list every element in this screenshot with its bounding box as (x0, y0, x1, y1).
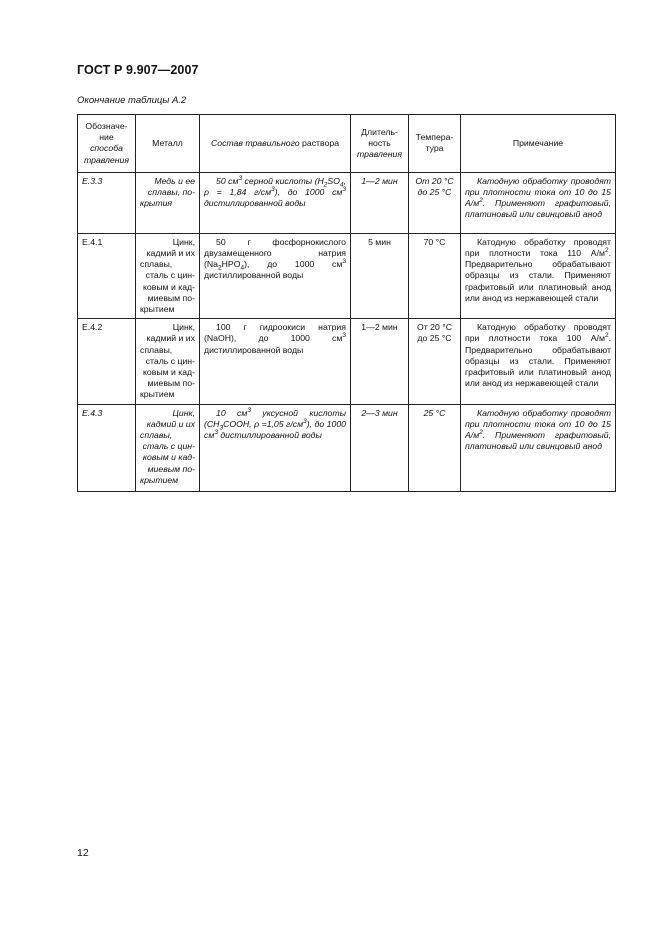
temperature-line: 25 °С (423, 407, 446, 418)
row-composition (200, 233, 351, 318)
composition-text: 100 г гидроокиси натрия (NaOH), до 1000 см (204, 322, 346, 344)
metal-line: сплавы, по- (147, 187, 195, 198)
note-text: . Предварительно обрабатывают образцы из стали. Применяют графитовый или платиновый анод или анод из нержавеющей стали (465, 248, 611, 303)
row-note (461, 319, 616, 404)
row-composition (200, 404, 351, 491)
header-duration-line: ность (368, 137, 391, 148)
row-metal (136, 404, 200, 491)
superscript: 3 (303, 417, 307, 425)
subscript: 2 (218, 264, 222, 272)
row-temperature (409, 319, 461, 404)
metal-line: кадмий и их (146, 333, 195, 344)
metal-line: миевым по- (147, 463, 195, 474)
metal-line: сталь с цин- (145, 270, 195, 281)
temperature-line: до 25 °С (417, 333, 452, 344)
superscript: 3 (271, 186, 275, 194)
header-designation-line: ние (99, 132, 114, 143)
composition-text: ), до 1000 см (274, 187, 343, 198)
row-composition (200, 172, 351, 233)
metal-line: крытия (140, 198, 173, 209)
header-temperature-line: Темпера- (415, 132, 454, 143)
header-temperature-line: тура (425, 143, 444, 154)
table-header-row (78, 115, 616, 173)
superscript: 3 (342, 186, 347, 194)
temperature-line: 70 °С (423, 236, 446, 247)
metal-line: сплавы, (140, 344, 173, 355)
row-metal (136, 319, 200, 404)
metal-line: миевым по- (147, 378, 195, 389)
header-metal (136, 115, 200, 173)
metal-line: сталь с цин- (142, 441, 195, 452)
table-row (78, 319, 616, 404)
etching-methods-table (77, 114, 616, 492)
superscript: 3 (214, 429, 218, 437)
superscript: 2 (604, 332, 609, 340)
metal-line: крытием (140, 389, 175, 400)
table-row (78, 172, 616, 233)
row-code: Е.4.1 (78, 233, 136, 318)
row-temperature (409, 172, 461, 233)
note-text: Катодную обработку проводят при плотности тока от 10 до 15 А/м (465, 175, 611, 209)
row-duration: 1—2 мин (351, 172, 409, 233)
subscript: 4 (339, 181, 344, 189)
composition-text: дистиллированной воды (204, 344, 304, 355)
composition-text: уксусной кислоты (CH (204, 407, 346, 429)
row-code: Е.3.3 (78, 172, 136, 233)
header-metal-label: Металл (152, 137, 183, 148)
note-text: Катодную обработку проводят при плотности тока 110 А/м (465, 236, 611, 259)
row-code: Е.4.2 (78, 319, 136, 404)
row-metal (136, 233, 200, 318)
header-duration-line: травления (356, 149, 403, 159)
superscript: 3 (342, 332, 346, 340)
superscript: 2 (479, 429, 483, 437)
composition-text: серной кислоты (H (242, 175, 324, 186)
header-designation-line: способа (90, 143, 123, 154)
metal-line: Цинк, (172, 407, 195, 418)
note-text: . Применяют графитовый, платиновый или свинцовый анод (465, 430, 611, 452)
metal-line: сталь с цин- (145, 355, 195, 366)
metal-line: Медь и ее (154, 175, 195, 186)
metal-line: сплавы, (140, 430, 173, 441)
temperature-line: От 20 °С (417, 322, 452, 333)
header-designation (78, 115, 136, 173)
metal-line: ковым и кад- (142, 452, 195, 463)
row-temperature (409, 404, 461, 491)
header-duration (351, 115, 409, 173)
note-text: Катодную обработку проводят при плотности тока от 10 до 15 А/м (465, 407, 611, 441)
subscript: 2 (323, 181, 328, 189)
metal-line: Цинк, (172, 322, 195, 333)
header-designation-line: травления (83, 154, 130, 165)
composition-text: HPO (221, 259, 241, 270)
note-text: Катодную обработку проводят при плотности тока 100 А/м (465, 322, 611, 344)
composition-text: COOH, ρ =1,05 г/см (223, 418, 304, 429)
header-note-label: Примечание (512, 137, 564, 148)
table-row (78, 404, 616, 491)
superscript: 2 (479, 197, 483, 205)
composition-text: дистиллированной воды (204, 270, 304, 281)
superscript: 3 (342, 258, 346, 266)
header-composition (200, 115, 351, 173)
row-temperature (409, 233, 461, 318)
row-duration: 2—3 мин (351, 404, 409, 491)
metal-line: сплавы, (140, 259, 173, 270)
header-note (461, 115, 616, 173)
subscript: 3 (219, 424, 224, 432)
composition-text: дистиллированной воды (204, 198, 306, 209)
subscript: 4 (240, 264, 245, 272)
composition-text: SO (327, 175, 340, 186)
metal-line: кадмий и их (146, 418, 195, 429)
temperature-line: до 25 °С (417, 187, 452, 198)
header-designation-line: Обозначе- (85, 121, 128, 131)
row-duration: 5 мин (351, 233, 409, 318)
row-note (461, 404, 616, 491)
composition-text: ), до 1000 см (244, 259, 343, 270)
header-duration-line: Длитель- (361, 126, 398, 137)
note-text: . Применяют графитовый, платиновый или свинцовый анод (465, 198, 611, 220)
document-title: ГОСТ Р 9.907—2007 (77, 63, 199, 77)
composition-text: , ρ = 1,84 г/см (204, 175, 346, 198)
row-duration: 1—2 мин (351, 319, 409, 404)
superscript: 3 (238, 174, 243, 182)
row-composition (200, 319, 351, 404)
metal-line: крытием (140, 304, 175, 315)
metal-line: кадмий и их (146, 248, 195, 259)
composition-text: 10 см (216, 407, 248, 418)
metal-line: Цинк, (172, 236, 195, 247)
table-caption: Окончание таблицы А.2 (77, 95, 187, 106)
metal-line: ковым и кад- (142, 281, 195, 292)
composition-text: 50 г фосфорнокислого двузамещенного натрия (Na (204, 236, 346, 270)
row-metal (136, 172, 200, 233)
note-text: . Предварительно обрабатывают образцы из стали. Применяют графитовый или платиновый анод или анод из нержавеющей стали (465, 333, 611, 389)
temperature-line: От 20 °С (415, 175, 454, 186)
table-row (78, 233, 616, 318)
composition-text: дистиллированной воды (217, 430, 322, 441)
header-temperature (409, 115, 461, 173)
row-note (461, 172, 616, 233)
header-composition-label: Состав травильного (210, 137, 300, 148)
row-note (461, 233, 616, 318)
page-number: 12 (77, 847, 89, 859)
composition-text: ), до 1000 см (204, 418, 346, 441)
superscript: 3 (247, 406, 251, 414)
metal-line: крытием (140, 474, 179, 485)
metal-line: ковым и кад- (142, 367, 195, 378)
row-code: Е.4.3 (78, 404, 136, 491)
superscript: 2 (604, 247, 609, 255)
header-composition-label-b: раствора (302, 137, 340, 148)
composition-text: 50 см (216, 175, 239, 186)
metal-line: миевым по- (147, 292, 195, 303)
